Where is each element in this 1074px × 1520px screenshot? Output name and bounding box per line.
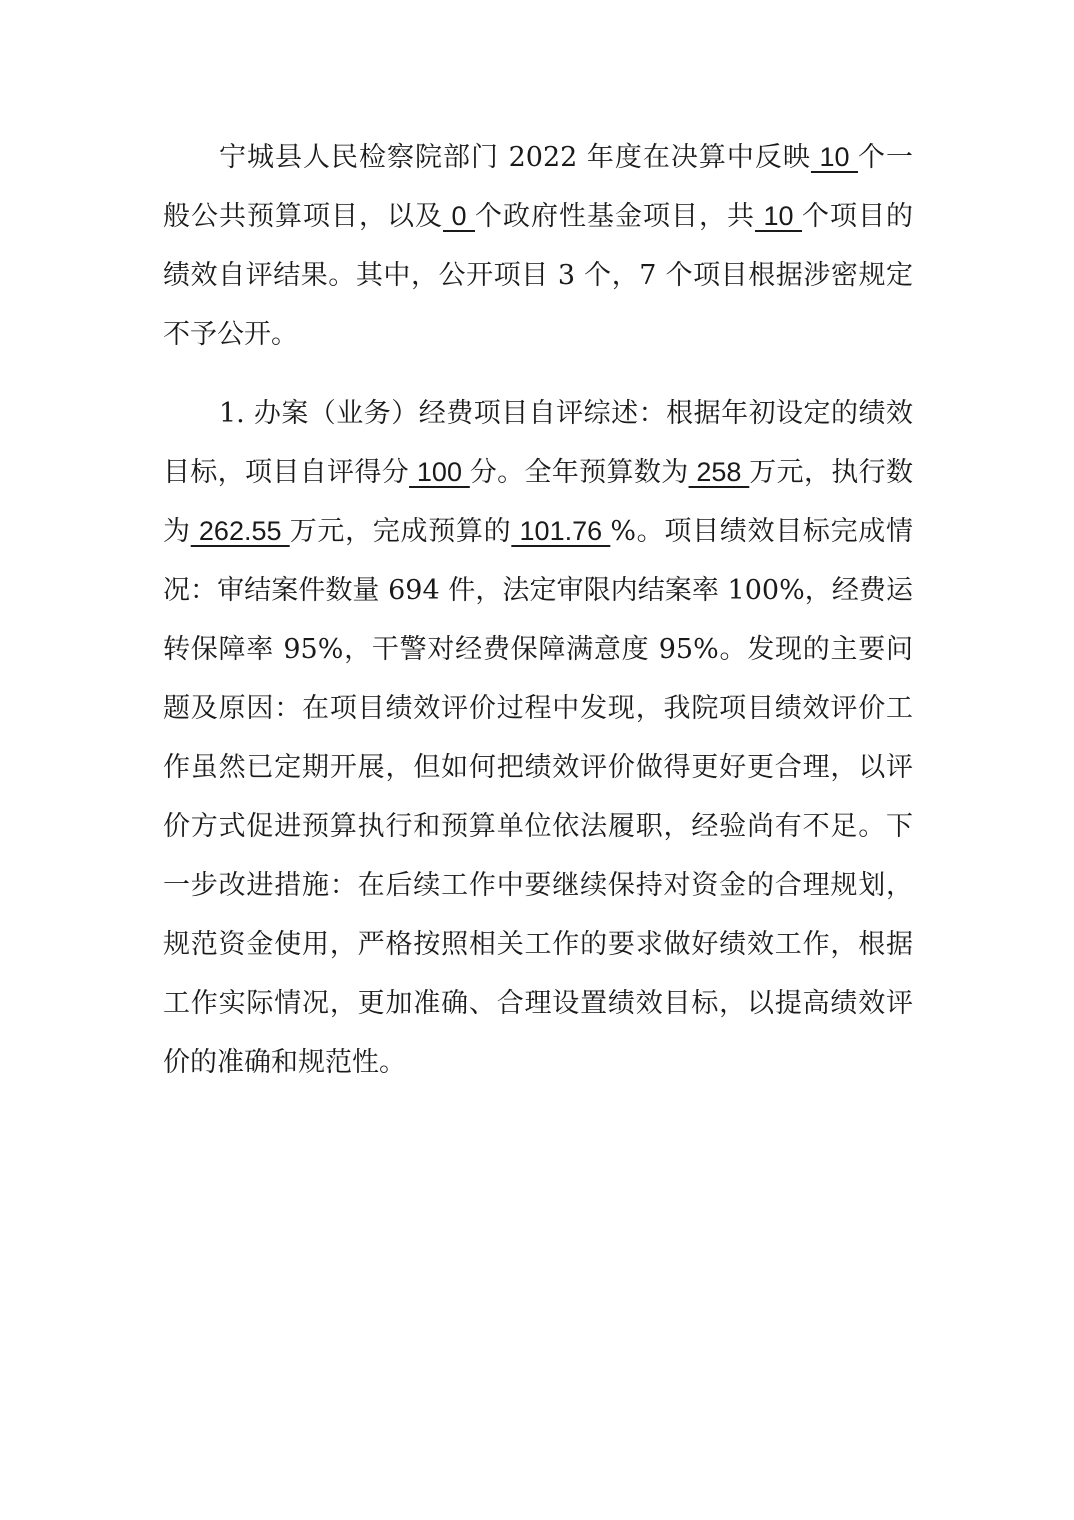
project-text-3: 万元，执行数为: [163, 457, 913, 547]
annual-budget: 258: [688, 457, 750, 487]
project-text-2: 分。全年预算数为: [469, 457, 689, 488]
summary-text-2: 个一般公共预算项目，以及: [163, 142, 913, 232]
total-project-count: 10: [754, 201, 803, 231]
summary-text-4: 个项目的绩效自评结果。其中，公开项目 3 个，7 个项目根据涉密规定不予公开。: [163, 201, 914, 350]
self-eval-score: 100: [409, 457, 470, 487]
paragraph-project-1: [163, 384, 913, 1092]
summary-text-1: 宁城县人民检察院部门 2022 年度在决算中反映: [219, 142, 811, 173]
project-text-5: %。项目绩效目标完成情况：审结案件数量 694 件，法定审限内结案率 100%，经费运转保障率 95%，干警对经费保障满意度 95%。发现的主要问题及原因：在项目绩效评价过程中发现，我院项目绩效评价工作虽然已定期开展，但如何把绩效评价做得更好更合理，以评价方式促进预算执行和预算单位依法履职，经验尚有不足。下一步改进措施：在后续工作中要继续保持对资金的合理规划，规范资金使用，严格按照相关工作的要求做好绩效工作，根据工作实际情况，更加准确、合理设置绩效目标，以提高绩效评价的准确和规范性。: [163, 516, 914, 1078]
executed-amount: 262.55: [190, 516, 290, 546]
fund-project-count: 0: [442, 201, 475, 231]
summary-text-3: 个政府性基金项目，共: [475, 201, 755, 232]
paragraph-summary: [163, 128, 913, 364]
project-text-4: 万元，完成预算的: [289, 516, 512, 547]
project-text-1: 1. 办案（业务）经费项目自评综述：根据年初设定的绩效目标，项目自评得分: [163, 398, 913, 488]
document-body: [163, 128, 913, 1092]
general-project-count: 10: [810, 142, 858, 172]
budget-completion-rate: 101.76: [511, 516, 611, 546]
